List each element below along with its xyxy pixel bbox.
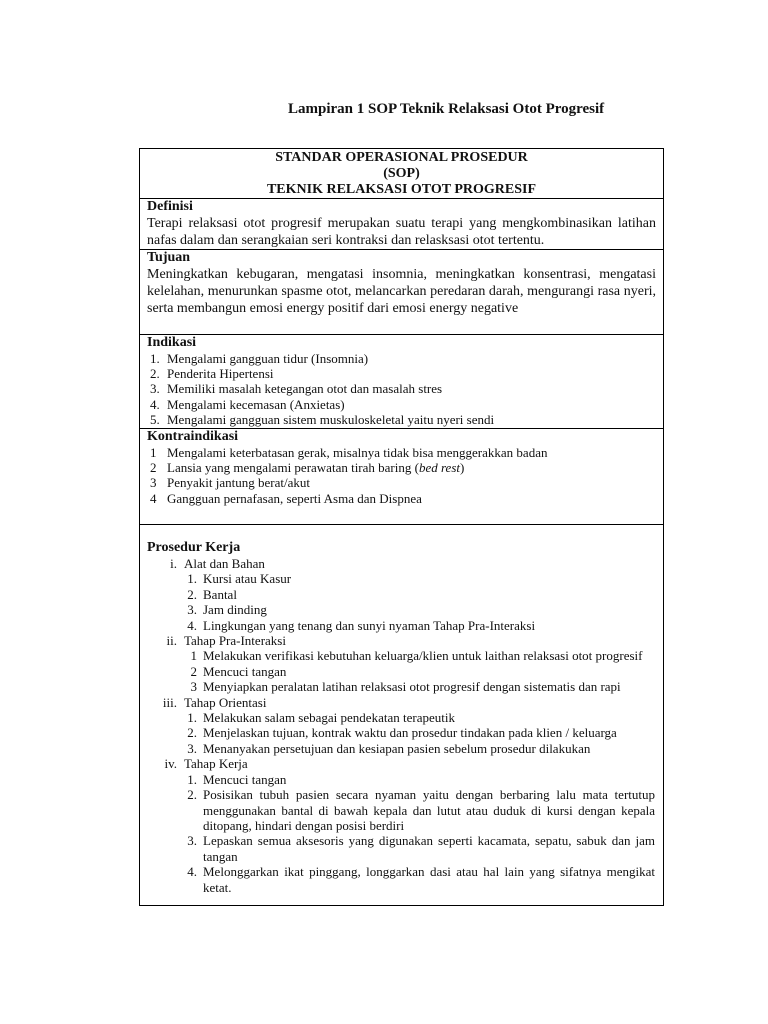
list-item-number: 3 — [150, 475, 157, 491]
group-number: iv. — [164, 756, 177, 772]
list-item-text: Mengalami gangguan tidur (Insomnia) — [167, 351, 369, 366]
group-title: Tahap Kerja — [184, 756, 248, 772]
step-text: Menyiapkan peralatan latihan relaksasi otot progresif dengan sistematis dan rapi — [203, 679, 621, 695]
step-number: 1. — [187, 571, 197, 587]
text-after: ) — [460, 460, 465, 476]
step-text: Jam dinding — [203, 602, 267, 618]
list-item-text: Mengalami keterbatasan gerak, misalnya tidak bisa menggerakkan badan — [167, 445, 548, 460]
step-text: Melakukan salam sebagai pendekatan terapeutik — [203, 710, 455, 726]
text-before: Lansia yang mengalami perawatan tirah baring ( — [167, 460, 419, 476]
step-text: Mencuci tangan — [203, 771, 287, 787]
list-item — [147, 460, 656, 475]
procedure-step — [147, 571, 656, 586]
step-number: 4. — [187, 617, 197, 633]
list-item — [147, 412, 656, 427]
procedure-step — [147, 772, 656, 787]
kontraindikasi-list — [147, 445, 656, 506]
header-line-3: TEKNIK RELAKSASI OTOT PROGRESIF — [266, 182, 537, 197]
list-item-number: 1 — [150, 445, 157, 460]
list-item-text: Memiliki masalah ketegangan otot dan masalah stres — [167, 381, 443, 397]
procedure-step — [147, 679, 656, 694]
group-number: iii. — [162, 694, 177, 710]
step-text: Melakukan verifikasi kebutuhan keluarga/klien untuk laithan relaksasi otot progresif — [203, 648, 643, 664]
list-item-number: 2. — [150, 366, 160, 382]
section-indikasi — [140, 334, 663, 428]
step-text: Kursi atau Kasur — [203, 571, 292, 587]
step-number: 2. — [187, 787, 197, 803]
procedure-group — [147, 556, 656, 571]
list-item-number: 2 — [150, 460, 157, 476]
document-title: Lampiran 1 SOP Teknik Relaksasi Otot Progresif — [288, 101, 605, 117]
list-item-number: 4 — [150, 490, 157, 506]
step-text: Lingkungan yang tenang dan sunyi nyaman Tahap Pra-Interaksi — [203, 617, 536, 633]
step-number: 3. — [187, 602, 197, 618]
sop-header — [140, 149, 663, 198]
step-number: 4. — [187, 864, 197, 880]
sop-table — [139, 148, 664, 906]
tujuan-text: Meningkatkan kebugaran, mengatasi insomnia, meningkatkan konsentrasi, mengatasi kelelahan, menurunkan spasme otot, melancarkan peredaran darah, mengurangi rasa nyeri, serta membangun emosi energy positif dari emosi energy negative — [147, 267, 656, 316]
procedure-step — [147, 602, 656, 617]
procedure-step — [147, 648, 656, 663]
list-item-number: 5. — [150, 411, 160, 427]
list-item — [147, 351, 656, 366]
procedure-step — [147, 833, 656, 864]
list-item — [147, 366, 656, 381]
list-item — [147, 475, 656, 490]
procedure-step — [147, 710, 656, 725]
list-item — [147, 381, 656, 396]
group-title: Tahap Pra-Interaksi — [184, 633, 286, 649]
prosedur-list — [147, 556, 656, 895]
section-tujuan — [140, 249, 663, 334]
step-number: 1. — [187, 710, 197, 726]
indikasi-list — [147, 351, 656, 427]
section-definisi — [140, 198, 663, 249]
procedure-group — [147, 695, 656, 710]
step-text: Melonggarkan ikat pinggang, longgarkan dasi atau hal lain yang sifatnya mengikat ketat. — [203, 864, 655, 895]
procedure-step — [147, 587, 656, 602]
step-number: 3. — [187, 740, 197, 756]
group-title: Tahap Orientasi — [184, 694, 267, 710]
group-number: i. — [170, 556, 177, 571]
step-number: 1. — [187, 771, 197, 787]
procedure-group — [147, 633, 656, 648]
italic-term: bed rest — [418, 460, 460, 476]
definisi-text: Terapi relaksasi otot progresif merupakan suatu terapi yang mengkombinasikan latihan nafas dalam dan serangkaian seri kontraksi dan relasksasi otot tertentu. — [147, 216, 656, 248]
step-number: 2. — [187, 725, 197, 741]
step-text: Menjelaskan tujuan, kontrak waktu dan prosedur tindakan pada klien / keluarga — [203, 725, 617, 741]
list-item — [147, 491, 656, 506]
header-line-2: (SOP) — [383, 166, 420, 181]
step-text: Posisikan tubuh pasien secara nyaman yaitu dengan berbaring lalu mata tertutup menggunakan bantal di bawah kepala dan lutut atau duduk di kursi dengan kepala ditopang, hindari dengan posisi berdiri — [203, 787, 655, 833]
procedure-step — [147, 864, 656, 895]
list-item-number: 4. — [150, 396, 160, 412]
definisi-title: Definisi — [147, 199, 193, 214]
list-item — [147, 397, 656, 412]
list-item-number: 3. — [150, 381, 160, 397]
prosedur-title: Prosedur Kerja — [147, 540, 241, 555]
list-item-text — [167, 460, 656, 475]
step-number: 3. — [187, 833, 197, 849]
group-number: ii. — [166, 633, 177, 649]
step-number: 1 — [190, 648, 197, 664]
list-item-text: Mengalami gangguan sistem muskuloskeletal yaitu nyeri sendi — [167, 411, 495, 427]
list-item-text: Mengalami kecemasan (Anxietas) — [167, 396, 345, 412]
step-text: Lepaskan semua aksesoris yang digunakan seperti kacamata, sepatu, sabuk dan jam tangan — [203, 833, 655, 864]
indikasi-title: Indikasi — [147, 335, 197, 350]
step-number: 3 — [190, 679, 197, 695]
procedure-step — [147, 618, 656, 633]
step-number: 2. — [187, 586, 197, 602]
procedure-step — [147, 787, 656, 833]
kontraindikasi-title: Kontraindikasi — [147, 429, 239, 444]
procedure-step — [147, 664, 656, 679]
procedure-step — [147, 725, 656, 740]
section-kontraindikasi — [140, 428, 663, 524]
list-item — [147, 445, 656, 460]
step-text: Mencuci tangan — [203, 663, 287, 679]
section-prosedur — [140, 524, 663, 907]
procedure-step — [147, 741, 656, 756]
tujuan-title: Tujuan — [147, 250, 191, 265]
list-item-text: Penderita Hipertensi — [167, 366, 274, 382]
step-text: Menanyakan persetujuan dan kesiapan pasien sebelum prosedur dilakukan — [203, 740, 591, 756]
list-item-text: Penyakit jantung berat/akut — [167, 475, 310, 491]
step-text: Bantal — [203, 586, 237, 602]
header-line-1: STANDAR OPERASIONAL PROSEDUR — [275, 150, 528, 165]
list-item-text: Gangguan pernafasan, seperti Asma dan Dispnea — [167, 490, 422, 506]
group-title: Alat dan Bahan — [184, 556, 265, 571]
list-item-number: 1. — [150, 351, 160, 366]
procedure-group — [147, 756, 656, 771]
step-number: 2 — [190, 663, 197, 679]
